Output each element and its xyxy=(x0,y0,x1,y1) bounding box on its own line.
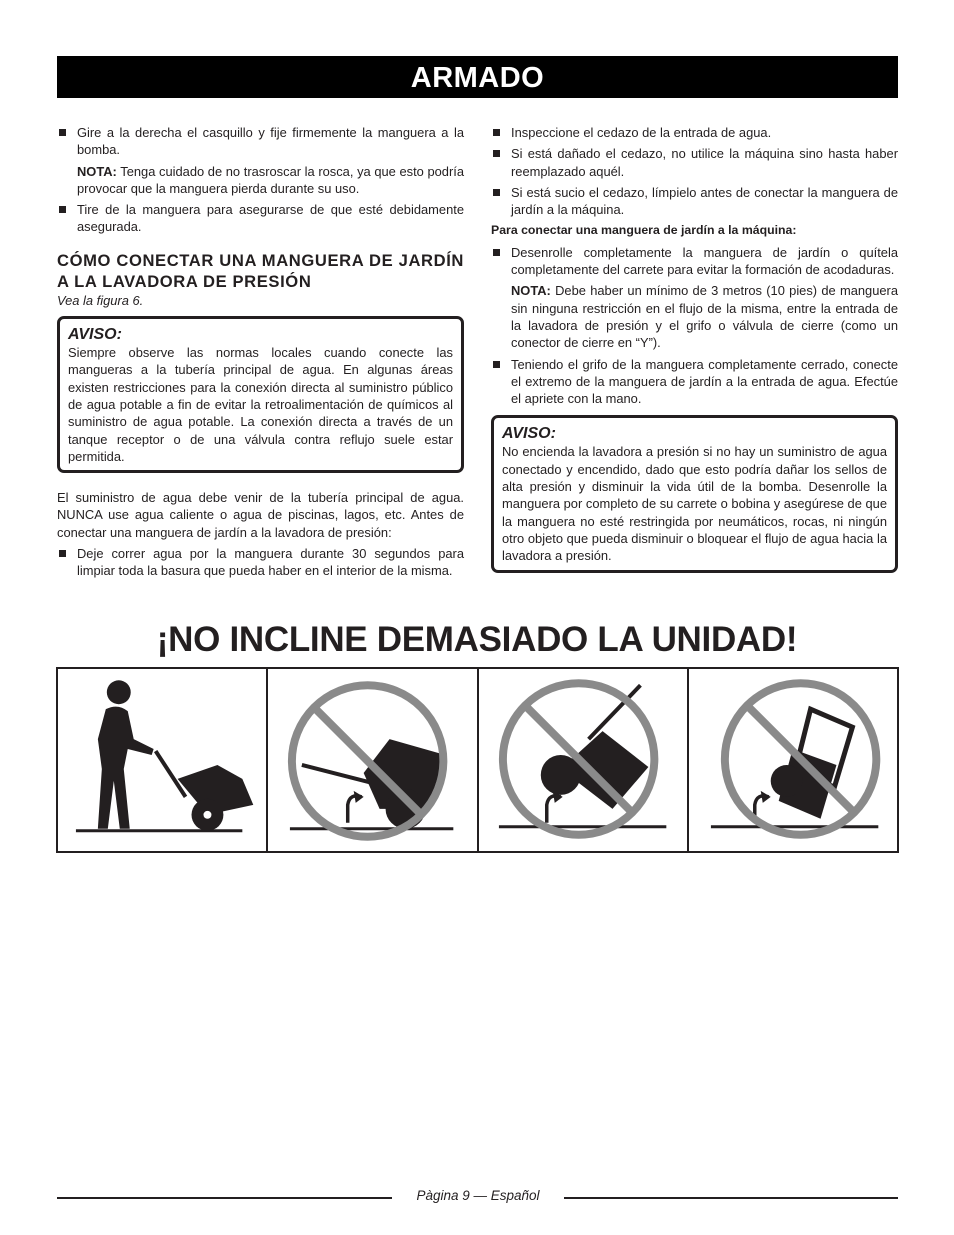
notice-box xyxy=(491,415,898,572)
tilt-illustration-panels xyxy=(56,667,899,853)
bullet-item: Desenrolle completamente la manguera de jardín o quítela completamente del carrete para evitar la formación de acodaduras. xyxy=(491,244,898,279)
bullet-item: Tire de la manguera para asegurarse de que esté debidamente asegurada. xyxy=(57,201,464,236)
notice-box xyxy=(57,316,464,473)
panel-correct-pushing xyxy=(58,669,268,851)
note xyxy=(57,163,464,198)
tilt-warning-title: ¡NO INCLINE DEMASIADO LA UNIDAD! xyxy=(156,620,798,659)
notice-text: No encienda la lavadora a presión si no hay un suministro de agua conectado y encendido, dado que esto podría dañar los sellos de alta presión y disminuir la vida útil de la bomba. Desenrolle la manguera por completo de su carrete o bobina y asegúrese de que la manguera no esté restringida por neumáticos, rocas, ni ningún otro objeto que pueda disminuir o bloquear el flujo de agua hacia la lavadora a presión. xyxy=(502,444,887,564)
bullet-item: Gire a la derecha el casquillo y fije firmemente la manguera a la bomba. xyxy=(57,124,464,159)
bullet-item: Inspeccione el cedazo de la entrada de agua. xyxy=(491,124,898,141)
prohibited-tilt-illustration xyxy=(268,669,476,851)
note-label: NOTA: xyxy=(511,283,551,299)
prohibited-tilt-illustration xyxy=(479,669,687,851)
footer-rule xyxy=(57,1197,392,1199)
prohibited-tilt-illustration xyxy=(689,669,897,851)
panel-tilt-forward xyxy=(268,669,478,851)
paragraph: El suministro de agua debe venir de la tubería principal de agua. NUNCA use agua caliente o agua de piscinas, lagos, etc. Antes de conectar una manguera de jardín a la lavadora de presión: xyxy=(57,490,464,540)
section-title: CÓMO CONECTAR UNA MANGUERA DE JARDÍN A LA LAVADORA DE PRESIÓN xyxy=(57,250,464,291)
footer-rule xyxy=(564,1197,898,1199)
section-header: ARMADO xyxy=(57,56,898,98)
right-column xyxy=(491,124,898,573)
bullet-item: Deje correr agua por la manguera durante 30 segundos para limpiar toda la basura que pueda haber en el interior de la misma. xyxy=(57,545,464,580)
panel-tilt-upright xyxy=(689,669,897,851)
notice-text: Siempre observe las normas locales cuando conecte las mangueras a la tubería principal de agua. En algunas áreas existen restricciones para la conexión directa al suministro público de agua potable a fin de evitar la retroalimentación de químicos al suministro de agua potable. La conexión directa a través de un tanque receptor o de una válvula contra reflujo suele estar permitida. xyxy=(68,345,453,464)
note xyxy=(491,282,898,351)
bullet-item: Si está sucio el cedazo, límpielo antes de conectar la manguera de jardín a la máquina. xyxy=(491,184,898,219)
page-footer xyxy=(57,1186,898,1208)
notice-title: AVISO: xyxy=(68,326,122,344)
left-column xyxy=(57,124,464,584)
panel-tilt-back xyxy=(479,669,689,851)
note-label: NOTA: xyxy=(77,163,117,179)
bullet-item: Si está dañado el cedazo, no utilice la máquina sino hasta haber reemplazado aquél. xyxy=(491,145,898,180)
person-pushing-illustration xyxy=(58,669,266,851)
note-text: Tenga cuidado de no trasroscar la rosca, ya que esto podría provocar que la manguera pierda durante su uso. xyxy=(77,163,464,196)
subheading: Para conectar una manguera de jardín a la máquina: xyxy=(491,223,797,238)
figure-reference: Vea la figura 6. xyxy=(57,292,144,308)
bullet-item: Teniendo el grifo de la manguera completamente cerrado, conecte el extremo de la manguera de jardín a la entrada de agua. Efectúe el apriete con la mano. xyxy=(491,356,898,408)
note-text: Debe haber un mínimo de 3 metros (10 pies) de manguera sin ninguna restricción en el flujo de la misma, entre la entrada de la lavadora de presión y el grifo o válvula de cierre (como un conector de cierre en “Y”). xyxy=(511,283,898,351)
page-number: Pàgina 9 — Español xyxy=(416,1188,540,1203)
notice-title: AVISO: xyxy=(502,425,556,443)
